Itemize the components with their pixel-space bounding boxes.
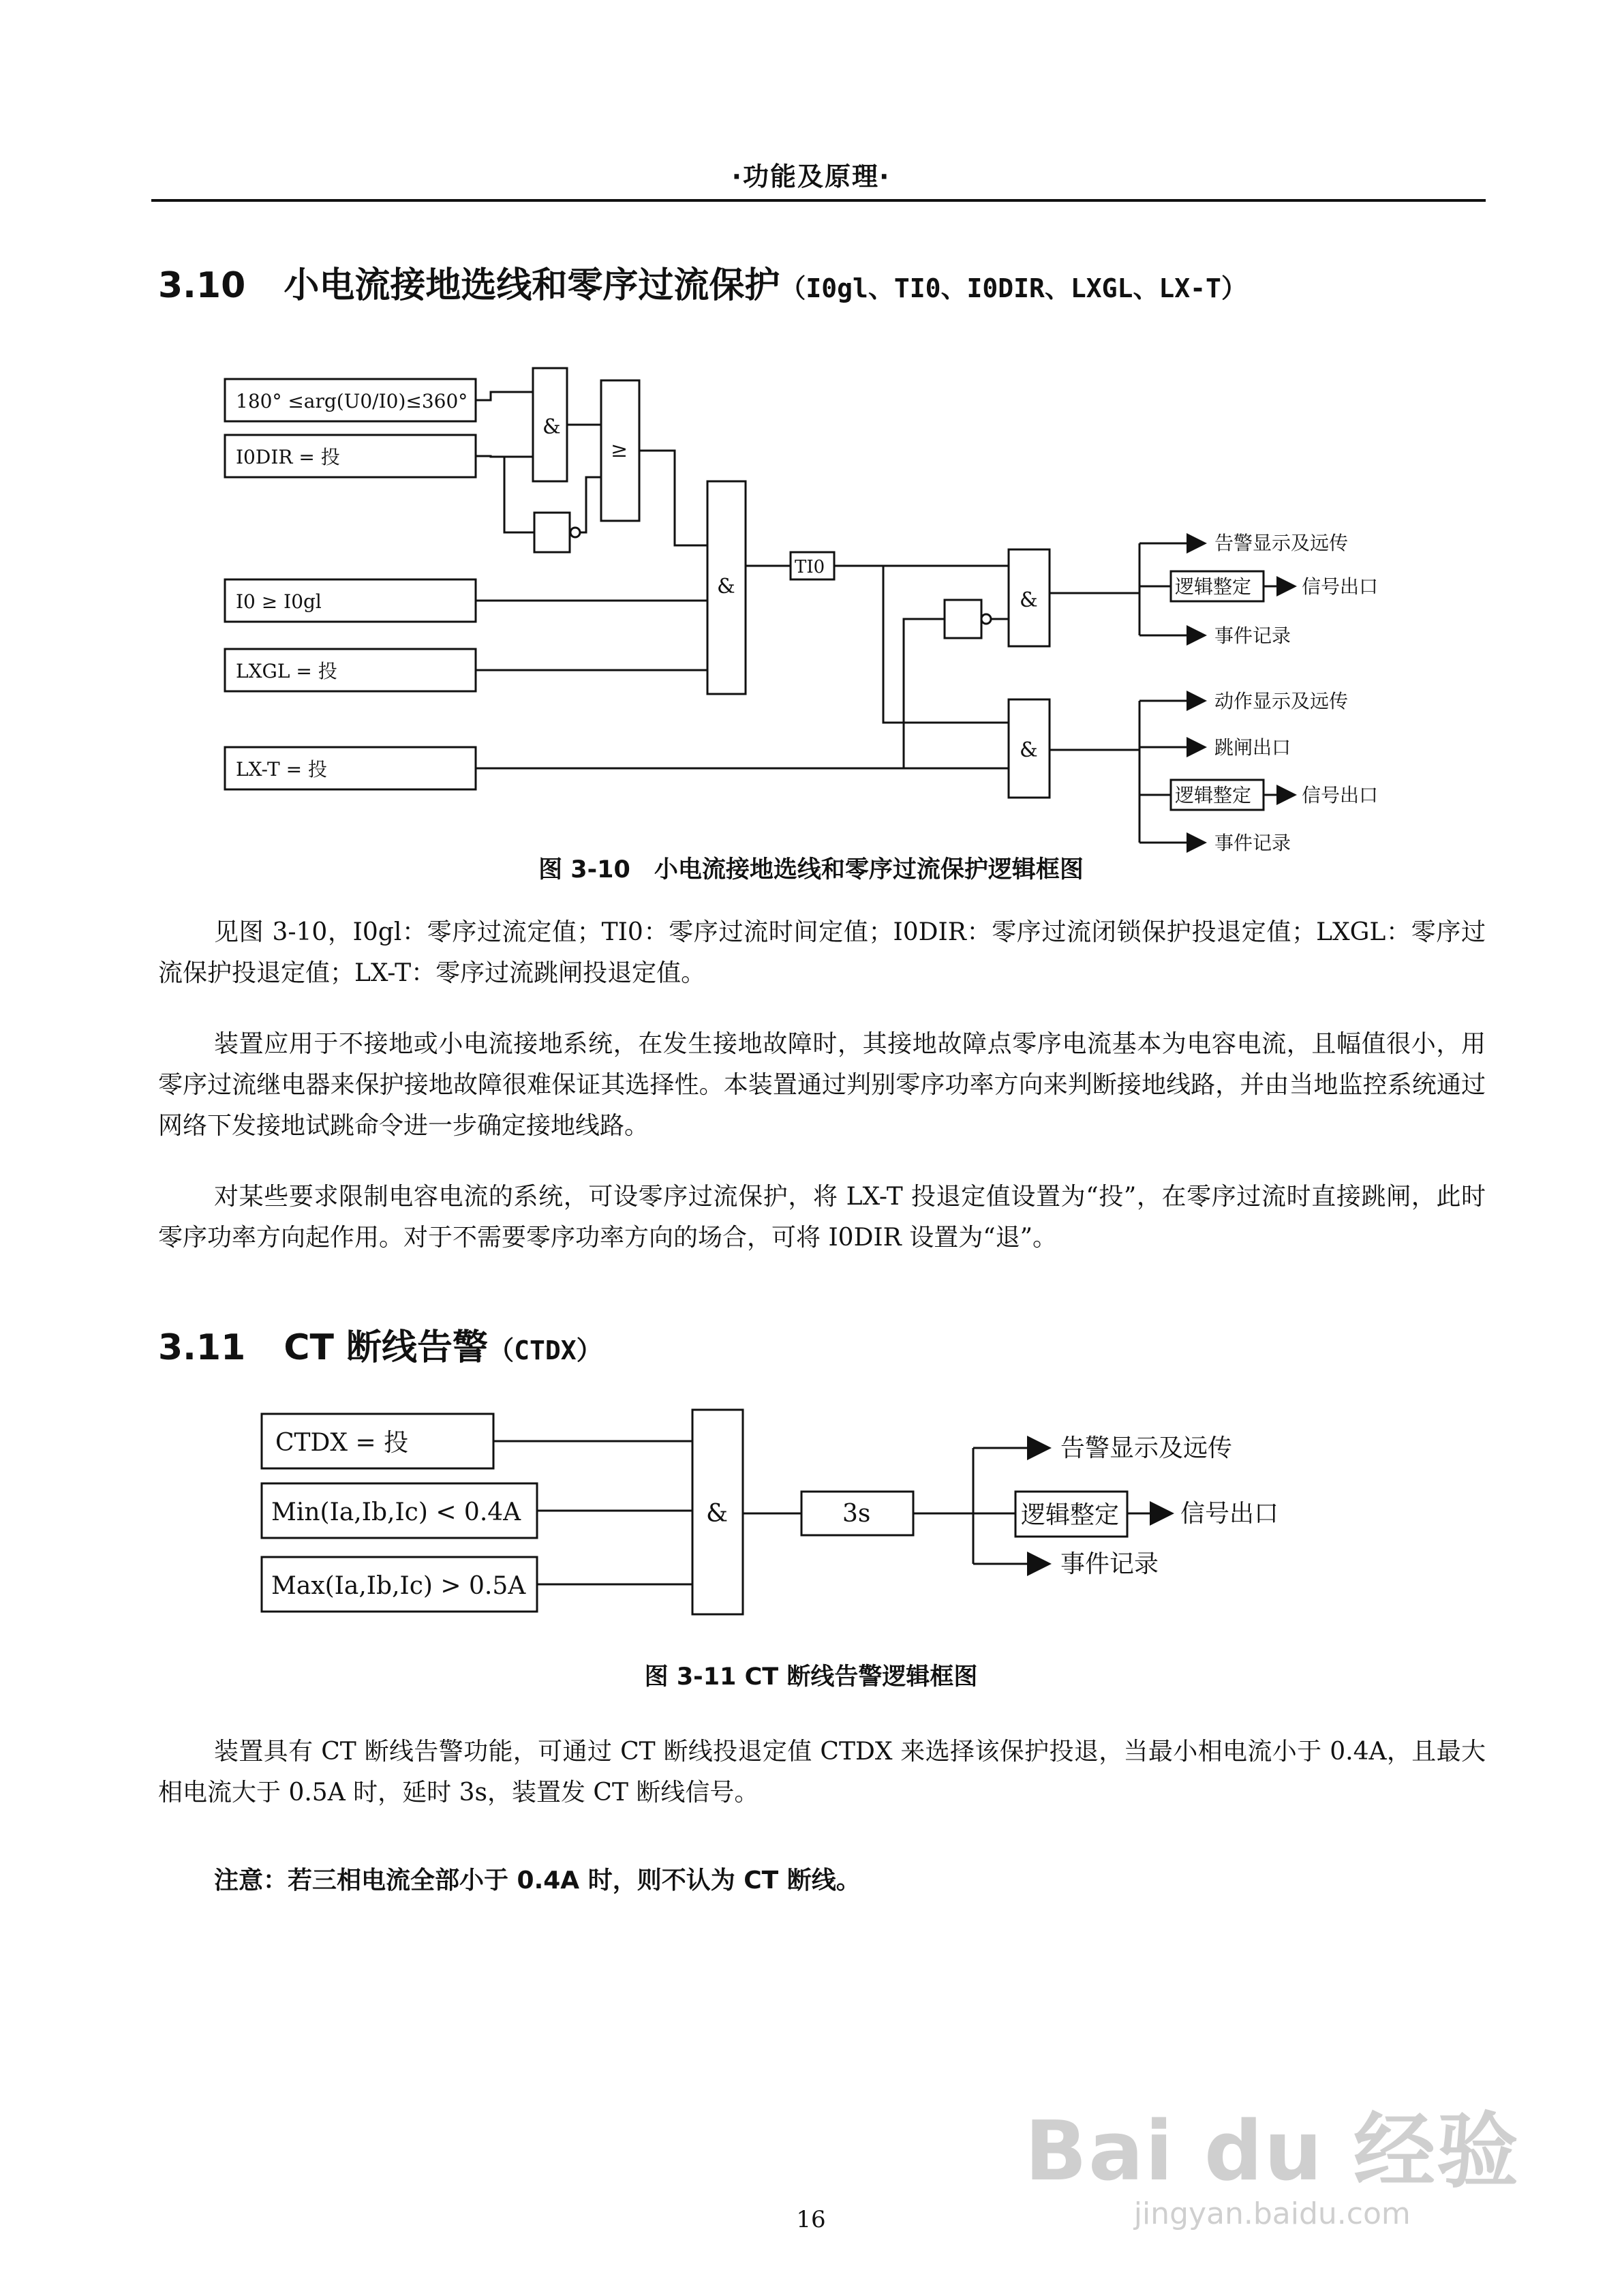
output-event-bottom: 事件记录 bbox=[1214, 832, 1291, 854]
or-gate-symbol: ≥ bbox=[611, 438, 628, 462]
section-number: 3.11 bbox=[158, 1327, 246, 1368]
figure-3-10-caption: 图 3-10 小电流接地选线和零序过流保护逻辑框图 bbox=[538, 856, 1084, 883]
running-header: ·功能及原理· bbox=[731, 162, 891, 192]
output-signal-top: 信号出口 bbox=[1302, 575, 1379, 598]
output-action: 动作显示及远传 bbox=[1214, 690, 1349, 712]
output-logic-top: 逻辑整定 bbox=[1175, 575, 1252, 598]
input-label-lxt: LX-T = 投 bbox=[236, 758, 327, 781]
and-gate-main-symbol: & bbox=[717, 575, 735, 599]
and-gate-trip-symbol: & bbox=[1020, 738, 1038, 762]
not-gate-1-bubble bbox=[570, 528, 580, 537]
not-gate-2-bubble bbox=[981, 614, 991, 624]
output-event-top: 事件记录 bbox=[1214, 624, 1291, 647]
output-logic-bottom: 逻辑整定 bbox=[1175, 784, 1252, 806]
timer-3s-label: 3s bbox=[842, 1500, 871, 1528]
output-trip: 跳闸出口 bbox=[1214, 736, 1291, 759]
figure-3-11-caption: 图 3-11 CT 断线告警逻辑框图 bbox=[644, 1663, 978, 1691]
output-alarm: 告警显示及远传 bbox=[1060, 1434, 1233, 1462]
section-number: 3.10 bbox=[158, 265, 246, 306]
paragraph-2: 装置应用于不接地或小电流接地系统，在发生接地故障时，其接地故障点零序电流基本为电容电流，且幅值很小，用零序过流继电器来保护接地故障很难保证其选择性。本装置通过判别零序功率方向来判断接地线路，并由当地监控系统通过网络下发接地试跳命令进一步确定接地线路。 bbox=[158, 1030, 1486, 1140]
output-alarm: 告警显示及远传 bbox=[1214, 532, 1349, 554]
input-label-ctdx: CTDX = 投 bbox=[275, 1429, 409, 1457]
input-label-max: Max(Ia,Ib,Ic) > 0.5A bbox=[271, 1572, 526, 1600]
section-subtitle: （I0gl、TI0、I0DIR、LXGL、LX-T） bbox=[780, 273, 1247, 303]
paragraph-4: 装置具有 CT 断线告警功能，可通过 CT 断线投退定值 CTDX 来选择该保护投退，当最小相电流小于 0.4A，且最大相电流大于 0.5A 时，延时 3s，装置发 CT 断线信号。 bbox=[158, 1738, 1486, 1807]
section-title: 小电流接地选线和零序过流保护 bbox=[284, 265, 780, 306]
paragraph-3: 对某些要求限制电容电流的系统，可设零序过流保护，将 LX-T 投退定值设置为“投”，在零序过流时直接跳闸，此时零序功率方向起作用。对于不需要零序功率方向的场合，可将 I0DIR 设置为“退”。 bbox=[158, 1183, 1486, 1252]
watermark-url: jingyan.baidu.com bbox=[1133, 2196, 1411, 2231]
section-3-11-heading bbox=[158, 1318, 602, 1370]
input-label-i0dir: I0DIR = 投 bbox=[236, 446, 340, 468]
output-signal-bottom: 信号出口 bbox=[1302, 784, 1379, 806]
section-title: CT 断线告警 bbox=[284, 1327, 489, 1368]
figure-3-10-diagram bbox=[0, 0, 1622, 886]
paragraph-1: 见图 3-10，I0gl：零序过流定值；TI0：零序过流时间定值；I0DIR：零序过流闭锁保护投退定值；LXGL：零序过流保护投退定值；LX-T：零序过流跳闸投退定值。 bbox=[158, 918, 1486, 987]
and-gate-1-symbol: & bbox=[542, 415, 561, 439]
output-event: 事件记录 bbox=[1060, 1550, 1159, 1578]
input-label-i0: I0 ≥ I0gl bbox=[236, 590, 322, 613]
watermark-main: Bai du 经验 bbox=[1024, 2104, 1520, 2199]
not-gate-1 bbox=[534, 513, 570, 552]
timer-ti0-label: TI0 bbox=[795, 557, 825, 577]
figure-3-11-diagram bbox=[0, 1391, 1622, 1622]
input-label-lxgl: LXGL = 投 bbox=[236, 660, 337, 682]
input-label-min: Min(Ia,Ib,Ic) < 0.4A bbox=[271, 1498, 521, 1526]
and-gate-symbol: & bbox=[706, 1500, 729, 1528]
not-gate-2 bbox=[945, 600, 981, 638]
and-gate-alarm-symbol: & bbox=[1020, 588, 1038, 612]
input-label-arg: 180° ≤arg(U0/I0)≤360° bbox=[236, 390, 468, 412]
output-logic: 逻辑整定 bbox=[1021, 1501, 1120, 1529]
section-subtitle: （CTDX） bbox=[488, 1335, 602, 1365]
output-signal: 信号出口 bbox=[1180, 1500, 1279, 1528]
page-number: 16 bbox=[796, 2206, 826, 2233]
note-text: 注意：若三相电流全部小于 0.4A 时，则不认为 CT 断线。 bbox=[214, 1867, 861, 1894]
